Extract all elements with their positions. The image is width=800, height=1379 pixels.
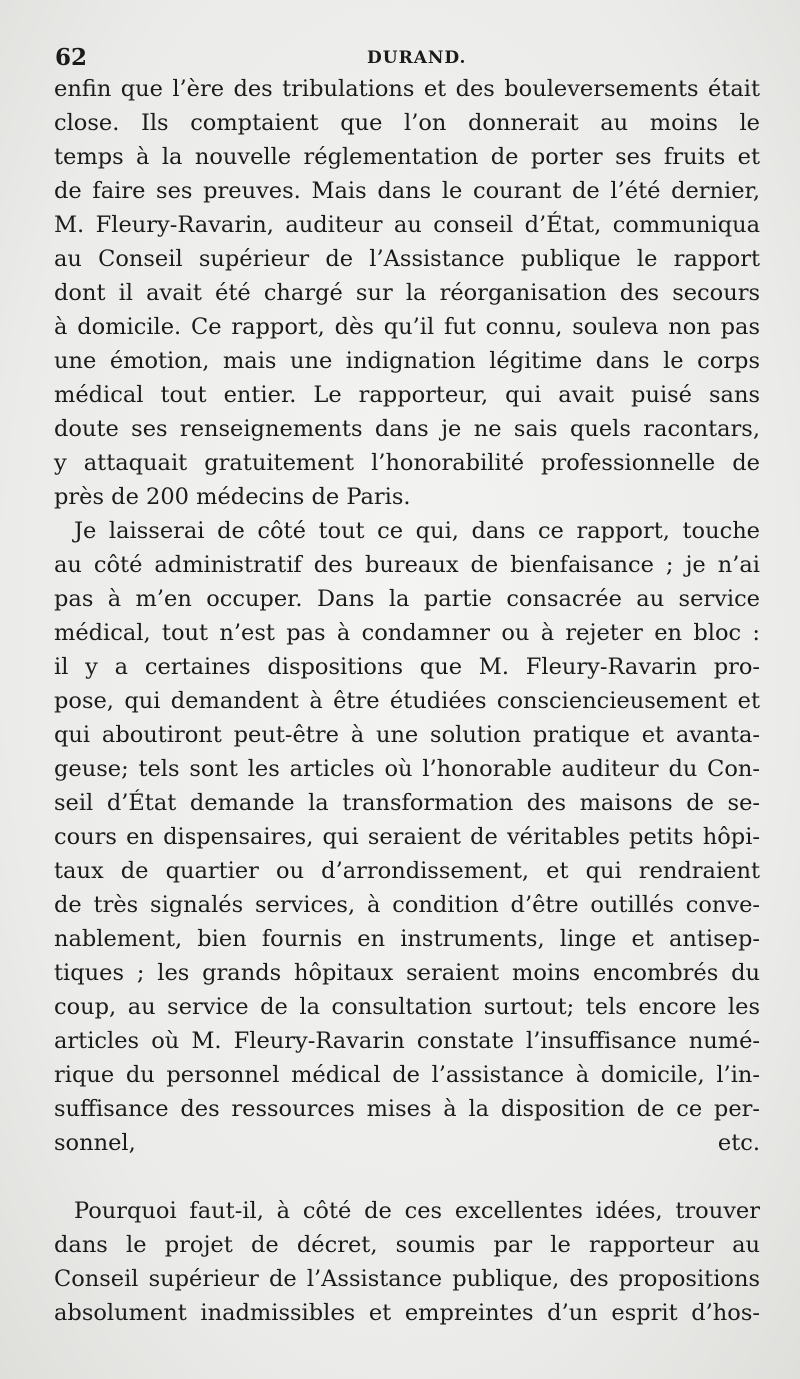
text-line: articles où M. Fleury-Ravarin constate l’insuffisance numé- bbox=[54, 1028, 760, 1054]
text-line: cours en dispensaires, qui seraient de véritables petits hôpi- bbox=[54, 824, 760, 850]
page-number: 62 bbox=[55, 44, 88, 71]
text-line: qui aboutiront peut-être à une solution pratique et avanta- bbox=[54, 722, 760, 748]
text-line: suffisance des ressources mises à la disposition de ce per- bbox=[54, 1096, 760, 1122]
text-line: médical tout entier. Le rapporteur, qui avait puisé sans bbox=[54, 382, 760, 408]
text-line: Pourquoi faut-il, à côté de ces excellentes idées, trouver bbox=[74, 1198, 760, 1224]
text-line: coup, au service de la consultation surtout; tels encore les bbox=[54, 994, 760, 1020]
text-line: au côté administratif des bureaux de bienfaisance ; je n’ai bbox=[54, 552, 760, 578]
text-line: Conseil supérieur de l’Assistance publique, des propositions bbox=[54, 1266, 760, 1292]
text-line bbox=[54, 1160, 760, 1194]
text-line: près de 200 médecins de Paris. bbox=[54, 484, 411, 510]
text-line: médical, tout n’est pas à condamner ou à rejeter en bloc : bbox=[54, 620, 760, 646]
text-line: dont il avait été chargé sur la réorganisation des secours bbox=[54, 280, 760, 306]
paragraph-2 bbox=[54, 514, 760, 1194]
running-head: DURAND. bbox=[367, 48, 467, 68]
text-line: de très signalés services, à condition d’être outillés conve- bbox=[54, 892, 760, 918]
text-line: close. Ils comptaient que l’on donnerait au moins le bbox=[54, 110, 760, 136]
text-line: nablement, bien fournis en instruments, linge et antisep- bbox=[54, 926, 760, 952]
text-line: absolument inadmissibles et empreintes d’un esprit d’hos- bbox=[54, 1300, 760, 1326]
text-line: pas à m’en occuper. Dans la partie consacrée au service bbox=[54, 586, 760, 612]
paragraph-1 bbox=[54, 72, 760, 514]
text-line: taux de quartier ou d’arrondissement, et qui rendraient bbox=[54, 858, 760, 884]
text-line: sonnel, etc. bbox=[54, 1130, 760, 1156]
text-line: geuse; tels sont les articles où l’honorable auditeur du Con- bbox=[54, 756, 760, 782]
text-line: seil d’État demande la transformation des maisons de se- bbox=[54, 790, 760, 816]
text-line: tiques ; les grands hôpitaux seraient moins encombrés du bbox=[54, 960, 760, 986]
text-line: enfin que l’ère des tribulations et des bouleversements était bbox=[54, 76, 760, 102]
text-line: temps à la nouvelle réglementation de porter ses fruits et bbox=[54, 144, 760, 170]
text-line: dans le projet de décret, soumis par le rapporteur au bbox=[54, 1232, 760, 1258]
text-line: doute ses renseignements dans je ne sais quels racontars, bbox=[54, 416, 760, 442]
paragraph-3 bbox=[54, 1194, 760, 1330]
text-line: une émotion, mais une indignation légitime dans le corps bbox=[54, 348, 760, 374]
text-line: pose, qui demandent à être étudiées consciencieusement et bbox=[54, 688, 760, 714]
text-line: de faire ses preuves. Mais dans le courant de l’été dernier, bbox=[54, 178, 760, 204]
text-line: au Conseil supérieur de l’Assistance publique le rapport bbox=[54, 246, 760, 272]
text-line: Je laisserai de côté tout ce qui, dans ce rapport, touche bbox=[74, 518, 760, 544]
text-line: M. Fleury-Ravarin, auditeur au conseil d’État, communiqua bbox=[54, 212, 760, 238]
body-text bbox=[54, 72, 760, 1330]
text-line: à domicile. Ce rapport, dès qu’il fut connu, souleva non pas bbox=[54, 314, 760, 340]
text-line: il y a certaines dispositions que M. Fleury-Ravarin pro- bbox=[54, 654, 760, 680]
text-line: y attaquait gratuitement l’honorabilité professionnelle de bbox=[54, 450, 760, 476]
text-line: rique du personnel médical de l’assistance à domicile, l’in- bbox=[54, 1062, 760, 1088]
